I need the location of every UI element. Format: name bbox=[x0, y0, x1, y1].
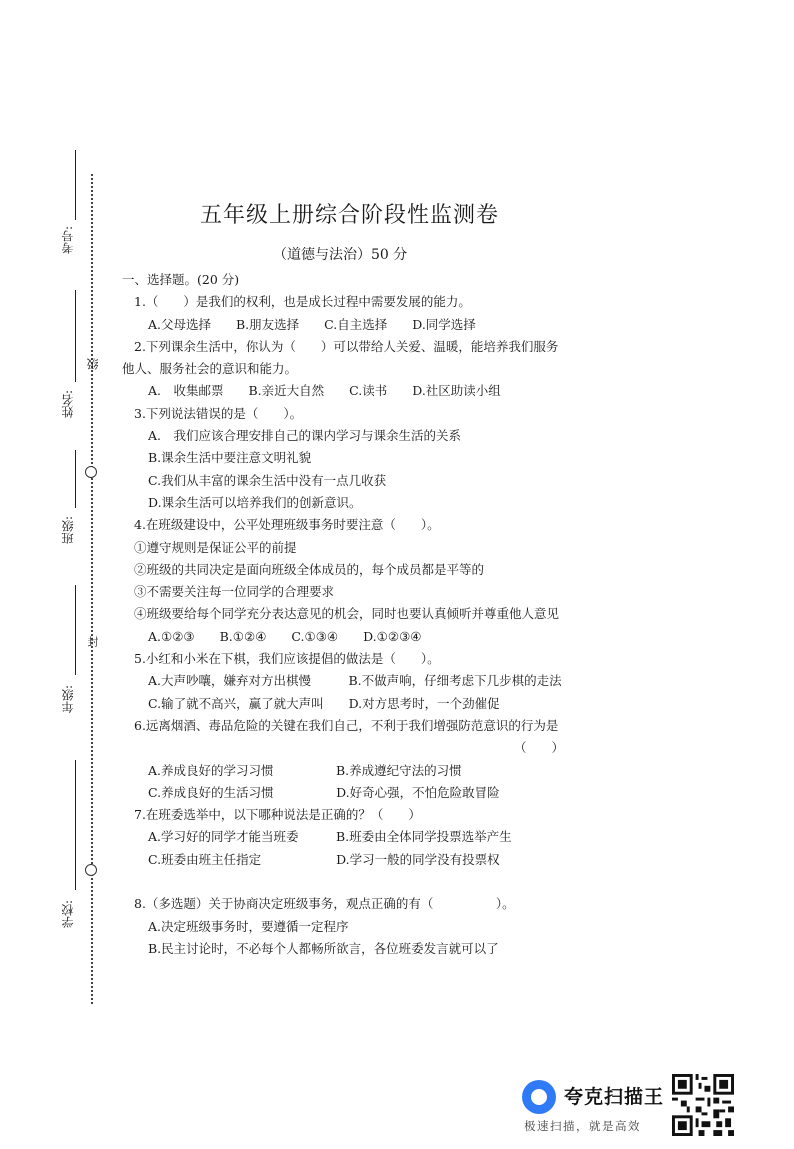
question-line: 一、选择题。(20 分) bbox=[122, 272, 240, 287]
quark-logo-icon bbox=[522, 1080, 556, 1114]
question-line: 8.（多选题）关于协商决定班级事务，观点正确的有（ ）。 bbox=[134, 896, 515, 912]
exam-subtitle: （道德与法治）50 分 bbox=[273, 247, 408, 263]
question-list bbox=[122, 268, 582, 959]
question-line: 3.下列说法错误的是（ ）。 bbox=[134, 405, 303, 421]
question-line: D.课余生活可以培养我们的创新意识。 bbox=[148, 494, 362, 510]
exam-title: 五年级上册综合阶段性监测卷 bbox=[200, 203, 500, 228]
question-line: ②班级的共同决定是面向班级全体成员的，每个成员都是平等的 bbox=[134, 561, 485, 577]
question-line: B.民主讨论时，不必每个人都畅所欲言，各位班委发言就可以了 bbox=[148, 940, 499, 956]
seal-hole-bottom bbox=[85, 864, 97, 876]
question-line: ①遵守规则是保证公平的前提 bbox=[134, 539, 297, 555]
question-line: A. 收集邮票 B.亲近大自然 C.读书 D.社区助读小组 bbox=[148, 383, 501, 399]
exam-no-field[interactable] bbox=[55, 150, 85, 260]
grade-label: 年级: bbox=[61, 685, 75, 714]
question-line: 6.远离烟酒、毒品危险的关键在我们自己，不利于我们增强防范意识的行为是 bbox=[134, 717, 559, 733]
name-label: 姓名: bbox=[61, 390, 75, 419]
question-line: C.输了就不高兴，赢了就大声叫 D.对方思考时，一个劲催促 bbox=[148, 695, 500, 711]
seal-hole-top bbox=[85, 466, 97, 478]
seal-mark: 封 bbox=[86, 636, 99, 647]
question-line: A.父母选择 B.朋友选择 C.自主选择 D.同学选择 bbox=[148, 316, 476, 332]
class-line bbox=[75, 450, 76, 508]
scanner-watermark bbox=[522, 1074, 742, 1140]
qr-code-icon[interactable] bbox=[672, 1074, 734, 1136]
question-line: 4.在班级建设中，公平处理班级事务时要注意（ ）。 bbox=[134, 517, 440, 533]
question-line bbox=[122, 870, 582, 892]
question-line: 1.（ ）是我们的权利，也是成长过程中需要发展的能力。 bbox=[134, 294, 471, 310]
seal-dotted-line bbox=[91, 174, 93, 1004]
question-line: 他人、服务社会的意识和能力。 bbox=[122, 361, 298, 377]
question-line: 5.小红和小米在下棋，我们应该提倡的做法是（ ）。 bbox=[134, 651, 440, 667]
question-line: B.课余生活中要注意文明礼貌 bbox=[148, 450, 312, 466]
class-field[interactable] bbox=[55, 450, 85, 560]
question-line: A.决定班级事务时，要遵循一定程序 bbox=[148, 918, 349, 934]
class-suffix: 级 bbox=[86, 358, 100, 370]
watermark-slogan: 极速扫描，就是高效 bbox=[524, 1119, 641, 1133]
question-line: A.学习好的同学才能当班委 B.班委由全体同学投票选举产生 bbox=[148, 829, 512, 845]
school-line bbox=[75, 760, 76, 890]
question-line: C.养成良好的生活习惯 D.好奇心强，不怕危险敢冒险 bbox=[148, 784, 500, 800]
exam-no-label: 考号: bbox=[61, 226, 75, 255]
question-line: C.班委由班主任指定 D.学习一般的同学没有投票权 bbox=[148, 851, 500, 867]
question-line: （ ） bbox=[513, 740, 564, 756]
question-line: A.大声吵嚷，嫌弃对方出棋慢 B.不做声响，仔细考虑下几步棋的走法 bbox=[148, 673, 562, 689]
question-line: ③不需要关注每一位同学的合理要求 bbox=[134, 584, 335, 600]
name-line bbox=[75, 290, 76, 382]
class-label: 班级: bbox=[61, 516, 75, 545]
question-line: C.我们从丰富的课余生活中没有一点几收获 bbox=[148, 472, 387, 488]
school-field[interactable] bbox=[55, 760, 85, 930]
binding-margin bbox=[0, 0, 110, 1149]
question-line: ④班级要给每个同学充分表达意见的机会，同时也要认真倾听并尊重他人意见 bbox=[134, 606, 560, 622]
question-line: 7.在班委选举中，以下哪种说法是正确的？（ ） bbox=[134, 807, 421, 823]
grade-field[interactable] bbox=[55, 585, 85, 745]
grade-line bbox=[75, 585, 76, 675]
school-label: 学校: bbox=[61, 900, 75, 929]
name-field[interactable] bbox=[55, 290, 85, 430]
question-line: 2.下列课余生活中，你认为（ ）可以带给人关爱、温暖，能培养我们服务 bbox=[134, 338, 559, 354]
question-line: A.养成良好的学习习惯 B.养成遵纪守法的习惯 bbox=[148, 762, 462, 778]
question-line: A.①②③ B.①②④ C.①③④ D.①②③④ bbox=[148, 628, 422, 644]
question-line: A. 我们应该合理安排自己的课内学习与课余生活的关系 bbox=[148, 428, 462, 444]
exam-no-line bbox=[75, 150, 76, 220]
watermark-brand-name: 夸克扫描王 bbox=[564, 1086, 665, 1108]
